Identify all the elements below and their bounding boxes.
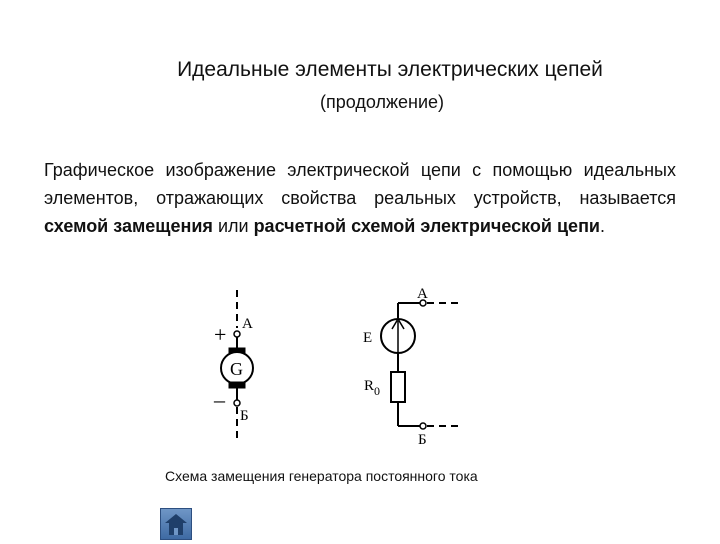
home-button[interactable]: [160, 508, 192, 540]
label-b-right: Б: [418, 432, 427, 448]
home-icon: [161, 509, 191, 539]
slide-title: Идеальные элементы электрических цепей: [177, 58, 603, 81]
paragraph-text: или: [212, 216, 254, 236]
terminal-a-left: [234, 331, 240, 337]
slide-subtitle: (продолжение): [320, 92, 445, 112]
resistor-subscript: 0: [374, 384, 381, 398]
generator-letter: G: [230, 359, 243, 379]
equivalent-schematic: [381, 300, 462, 429]
resistor-label: [364, 378, 380, 398]
paragraph-text: .: [600, 216, 606, 236]
term-calculation-scheme: расчетной схемой электрической цепи: [253, 216, 601, 236]
label-a-left: А: [242, 316, 253, 332]
circuit-diagram: [200, 280, 470, 455]
resistor-r0: [391, 372, 405, 402]
terminal-b-left: [234, 400, 240, 406]
brush-bottom: [229, 382, 245, 388]
paragraph-text: Графическое изображение электрической цепи с помощью идеальных элементов, отражающих свойства реальных устройств, называется: [44, 160, 676, 208]
terminal-b-right: [420, 423, 426, 429]
label-b-left: Б: [240, 408, 249, 424]
resistor-letter: R: [364, 378, 375, 394]
term-equivalent-circuit: схемой замещения: [44, 216, 213, 236]
emf-label: E: [363, 330, 373, 346]
label-a-right: А: [417, 286, 428, 302]
plus-sign: +: [214, 322, 227, 347]
diagram-caption: Схема замещения генератора постоянного тока: [165, 468, 478, 484]
body-paragraph: [44, 156, 676, 240]
minus-sign: –: [214, 387, 225, 412]
